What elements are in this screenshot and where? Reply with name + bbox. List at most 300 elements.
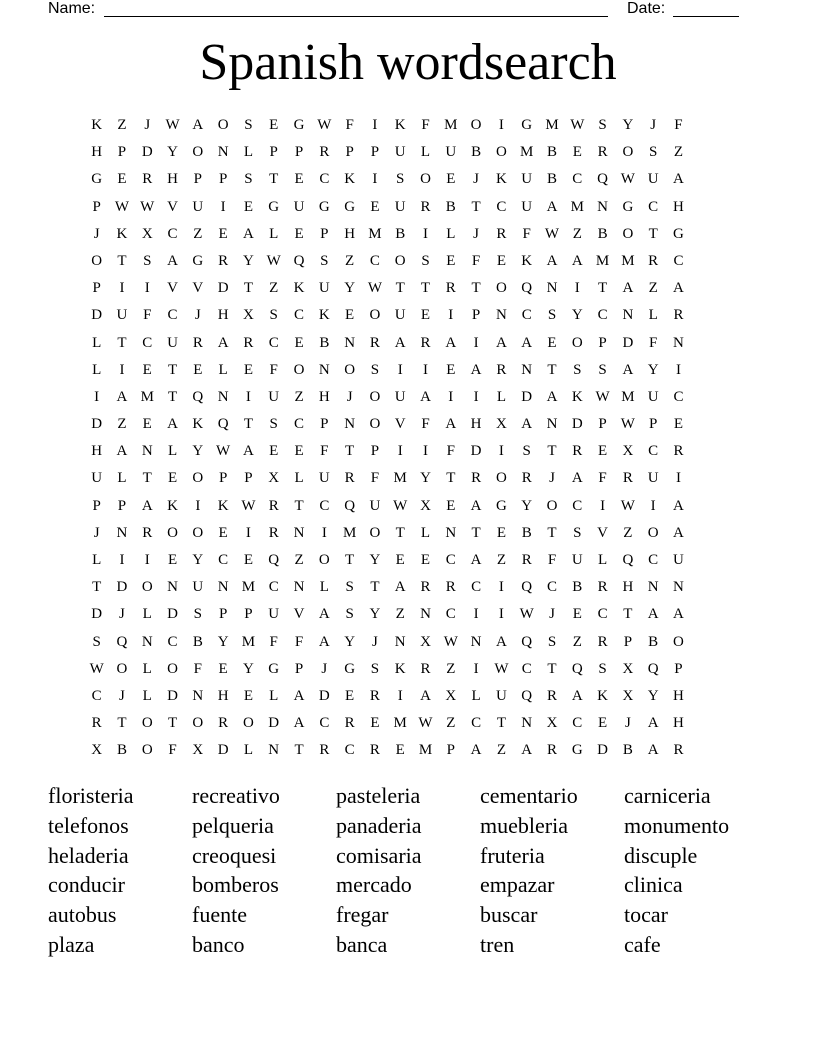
grid-row [84,302,691,329]
grid-letter: S [573,361,582,378]
grid-letter: A [647,715,659,732]
grid-letter: P [370,443,380,460]
grid-letter: X [91,742,103,759]
grid-letter: O [192,715,204,732]
grid-letter: U [647,470,659,487]
grid-letter: T [345,443,355,460]
word-row [48,811,768,841]
grid-letter: W [544,225,560,242]
word-item: fuente [192,902,247,928]
grid-letter: M [342,524,357,541]
grid-letter: G [521,117,533,133]
grid-letter: F [471,252,481,269]
grid-letter: O [647,524,659,541]
word-item: recreativo [192,783,280,808]
grid-letter: E [345,687,355,704]
grid-letter: U [647,171,659,188]
grid-letter: E [598,443,608,460]
grid-letter: I [675,361,681,378]
name-line[interactable] [104,16,608,17]
grid-row [84,275,691,302]
grid-letter: A [141,497,153,514]
grid-letter: J [650,117,657,133]
grid-letter: N [217,144,229,161]
grid-letter: I [321,524,327,541]
grid-letter: L [92,552,102,568]
grid-letter: K [597,687,608,704]
grid-letter: U [521,198,533,215]
grid-letter: C [597,606,608,623]
grid-letter: E [243,361,254,378]
grid-letter: A [622,361,634,378]
grid-row [84,357,691,384]
grid-letter: M [621,388,635,405]
grid-letter: R [572,443,583,460]
grid-letter: I [448,388,454,405]
grid-letter: A [495,334,507,351]
grid-letter: R [673,443,684,460]
grid-letter: U [192,198,204,215]
grid-letter: H [217,687,229,704]
grid-letter: A [647,742,659,759]
word-list [48,781,768,960]
grid-letter: Q [268,552,280,568]
word-item: mercado [336,872,412,898]
grid-letter: E [446,171,456,188]
grid-row [84,384,691,411]
grid-letter: C [167,633,178,650]
grid-letter: P [92,497,101,514]
word-item: conducir [48,872,125,898]
grid-letter: R [420,579,431,596]
grid-letter: I [119,361,125,378]
grid-letter: Z [673,144,684,161]
grid-letter: R [218,715,229,732]
grid-letter: F [547,552,557,568]
grid-letter: R [91,715,102,732]
grid-letter: M [393,470,407,487]
grid-letter: E [547,334,557,351]
grid-letter: W [393,497,408,514]
grid-letter: D [268,715,280,732]
grid-letter: L [420,144,431,161]
grid-letter: A [673,524,684,541]
grid-letter: A [647,606,659,623]
grid-letter: K [318,307,330,324]
grid-letter: T [370,579,380,596]
grid-letter: E [218,524,228,541]
grid-letter: A [420,388,431,405]
grid-letter: R [597,579,608,596]
grid-letter: I [498,579,504,596]
grid-letter: B [395,225,406,242]
grid-letter: K [293,280,305,297]
grid-letter: A [673,497,684,514]
grid-letter: Q [521,280,533,297]
grid-letter: W [494,660,509,677]
grid-letter: X [420,497,431,514]
grid-letter: N [344,334,356,351]
grid-letter: O [141,742,153,759]
grid-letter: G [344,198,356,215]
word-item: empazar [480,872,555,898]
grid-letter: P [244,470,253,487]
grid-letter: V [167,280,178,297]
grid-letter: G [495,497,507,514]
grid-letter: D [622,334,634,351]
grid-letter: T [446,470,456,487]
grid-letter: O [192,470,204,487]
grid-letter: T [471,280,481,297]
grid-letter: R [420,198,431,215]
grid-letter: L [142,660,152,677]
grid-letter: K [521,252,533,269]
word-item: buscar [480,902,538,928]
grid-letter: D [91,606,103,623]
grid-letter: E [294,171,304,188]
grid-letter: I [473,334,479,351]
grid-letter: O [344,361,356,378]
grid-letter: Q [597,171,608,188]
grid-letter: R [319,742,330,759]
grid-letter: F [269,361,278,378]
grid-letter: A [673,171,684,188]
grid-letter: Y [243,660,254,677]
grid-letter: O [495,280,507,297]
grid-letter: C [91,687,102,704]
grid-letter: S [522,443,531,460]
grid-letter: T [471,198,481,215]
grid-letter: B [572,579,583,596]
grid-letter: E [142,416,152,433]
grid-letter: W [216,443,231,460]
grid-letter: P [320,225,329,242]
grid-letter: D [91,416,103,433]
grid-letter: C [572,171,583,188]
word-item: telefonos [48,812,129,838]
grid-letter: Y [622,117,634,133]
word-item: bomberos [192,872,279,898]
grid-letter: N [673,579,684,596]
grid-letter: A [167,416,178,433]
grid-letter: W [570,117,585,133]
grid-letter: N [116,524,128,541]
grid-letter: O [470,117,482,133]
grid-letter: Y [344,280,356,297]
grid-letter: S [396,171,405,188]
grid-letter: T [269,171,279,188]
grid-letter: L [218,361,228,378]
grid-letter: O [394,252,406,269]
grid-letter: R [192,334,203,351]
grid-letter: S [244,171,253,188]
grid-letter: Y [192,552,204,568]
grid-letter: D [141,144,153,161]
grid-letter: O [495,470,507,487]
grid-letter: W [266,252,281,269]
grid-letter: R [420,334,431,351]
grid-letter: O [192,144,204,161]
grid-letter: T [243,280,254,297]
grid-letter: W [140,198,155,215]
grid-letter: C [648,552,659,568]
grid-letter: B [116,742,127,759]
grid-letter: J [321,660,328,677]
grid-letter: N [344,416,356,433]
grid-letter: F [421,117,430,133]
grid-letter: E [345,307,355,324]
grid-letter: S [244,117,253,133]
word-item: pelqueria [192,812,274,838]
grid-letter: S [92,633,101,650]
grid-letter: Y [647,361,659,378]
grid-letter: Q [521,579,533,596]
grid-letter: A [521,742,533,759]
grid-letter: R [142,171,153,188]
grid-letter: U [293,198,305,215]
grid-letter: N [445,524,457,541]
grid-letter: U [445,144,457,161]
grid-letter: W [418,715,433,732]
letter-grid [84,112,691,765]
grid-letter: J [473,171,480,188]
grid-letter: Y [571,307,583,324]
grid-letter: I [600,497,606,514]
grid-letter: K [394,117,406,133]
grid-letter: L [598,552,608,568]
grid-letter: W [620,171,635,188]
grid-letter: G [673,225,684,242]
grid-letter: W [620,416,635,433]
grid-letter: S [193,606,202,623]
grid-letter: Q [647,660,659,677]
grid-letter: K [167,497,178,514]
grid-letter: K [394,660,406,677]
grid-letter: S [345,606,354,623]
grid-letter: Z [623,524,633,541]
date-line[interactable] [673,16,739,17]
grid-letter: I [119,552,125,568]
grid-letter: W [241,497,256,514]
grid-letter: S [598,660,607,677]
grid-letter: A [546,252,558,269]
grid-letter: L [117,470,127,487]
grid-letter: H [167,171,178,188]
grid-letter: H [91,443,103,460]
grid-letter: Q [521,633,533,650]
grid-letter: W [165,117,180,133]
grid-row [84,710,691,737]
grid-letter: N [470,633,482,650]
grid-letter: M [418,742,433,759]
grid-row [84,438,691,465]
grid-letter: N [521,715,533,732]
grid-letter: J [624,715,631,732]
grid-letter: C [496,198,507,215]
grid-letter: H [673,715,684,732]
grid-letter: E [142,361,152,378]
grid-letter: L [142,687,152,704]
grid-letter: J [144,117,151,133]
grid-letter: Q [344,497,356,514]
word-row [48,870,768,900]
grid-letter: I [94,388,100,405]
grid-letter: T [167,361,178,378]
grid-letter: X [243,307,254,324]
grid-letter: R [546,742,557,759]
grid-letter: W [595,388,610,405]
grid-letter: X [268,470,280,487]
grid-letter: Z [117,416,127,433]
grid-letter: Y [369,552,381,568]
grid-letter: N [268,742,280,759]
grid-letter: D [470,443,482,460]
grid-letter: F [294,633,304,650]
grid-letter: S [547,633,557,650]
word-item: discuple [624,842,698,868]
word-item: creoquesi [192,842,277,868]
grid-letter: X [546,715,558,732]
grid-letter: U [268,606,280,623]
grid-letter: Y [167,144,178,161]
grid-letter: Z [496,552,506,568]
grid-letter: S [649,144,658,161]
grid-letter: R [521,552,532,568]
grid-letter: A [167,252,178,269]
grid-letter: P [471,307,481,324]
grid-letter: C [167,225,178,242]
grid-letter: I [397,687,403,704]
grid-letter: N [597,198,608,215]
grid-letter: M [444,117,458,133]
grid-letter: T [623,606,633,623]
grid-letter: E [167,552,178,568]
grid-letter: C [521,660,532,677]
grid-letter: D [217,742,229,759]
grid-letter: M [241,579,256,596]
grid-letter: E [496,252,506,269]
word-item: tocar [624,902,668,928]
grid-letter: D [521,388,533,405]
word-item: banco [192,931,245,957]
grid-letter: I [245,524,251,541]
grid-letter: D [597,742,608,759]
grid-letter: G [192,252,204,269]
grid-letter: T [547,524,557,541]
grid-letter: R [369,334,380,351]
grid-letter: J [119,606,125,623]
grid-letter: T [142,470,152,487]
grid-letter: L [648,307,658,324]
grid-letter: D [116,579,128,596]
grid-letter: O [571,334,583,351]
grid-letter: I [397,361,403,378]
grid-letter: I [423,443,428,460]
grid-letter: C [572,497,583,514]
grid-row [84,737,691,764]
grid-letter: J [119,687,125,704]
grid-letter: R [344,715,355,732]
grid-letter: Z [193,225,203,242]
grid-letter: J [549,606,555,623]
word-item: fruteria [480,842,545,868]
grid-letter: I [372,117,378,133]
grid-letter: I [473,606,479,623]
grid-letter: P [623,633,633,650]
word-item: tren [480,931,515,957]
grid-letter: E [395,552,405,568]
grid-letter: R [648,252,659,269]
grid-letter: A [394,334,406,351]
grid-letter: O [369,524,381,541]
grid-letter: K [192,416,204,433]
grid-letter: T [598,280,608,297]
grid-letter: O [141,715,153,732]
grid-letter: X [622,443,634,460]
grid-letter: A [420,687,431,704]
grid-letter: W [367,280,382,297]
grid-letter: R [268,524,279,541]
word-row [48,900,768,930]
grid-letter: P [117,144,127,161]
grid-letter: D [91,307,103,324]
grid-letter: P [117,497,127,514]
grid-letter: I [423,361,428,378]
grid-letter: M [621,252,635,269]
grid-row [84,683,691,710]
grid-letter: E [420,552,431,568]
word-item: floristeria [48,783,134,808]
grid-letter: T [496,715,506,732]
grid-letter: T [547,443,557,460]
grid-letter: N [394,633,406,650]
grid-letter: E [370,198,380,215]
grid-letter: F [522,225,531,242]
grid-letter: L [269,225,279,242]
grid-letter: B [521,524,532,541]
grid-letter: F [345,117,354,133]
grid-letter: P [370,144,380,161]
grid-row [84,248,691,275]
grid-row [84,221,691,248]
grid-letter: L [243,144,254,161]
grid-letter: A [445,334,457,351]
grid-letter: U [394,388,406,405]
grid-letter: I [473,660,479,677]
grid-letter: P [446,742,455,759]
grid-letter: U [521,171,533,188]
grid-letter: M [595,252,610,269]
grid-letter: J [549,470,555,487]
grid-letter: N [167,579,178,596]
grid-letter: F [421,416,430,433]
grid-letter: S [598,361,607,378]
grid-letter: F [143,307,152,324]
grid-letter: H [622,579,634,596]
grid-letter: E [167,470,178,487]
grid-letter: H [673,198,684,215]
grid-letter: Q [622,552,634,568]
grid-letter: I [650,497,656,514]
grid-letter: A [318,606,330,623]
grid-letter: W [317,117,332,133]
grid-letter: S [345,579,354,596]
grid-letter: V [293,606,305,623]
grid-letter: I [498,606,504,623]
word-item: autobus [48,902,117,928]
grid-row [84,112,691,139]
grid-letter: T [117,334,127,351]
